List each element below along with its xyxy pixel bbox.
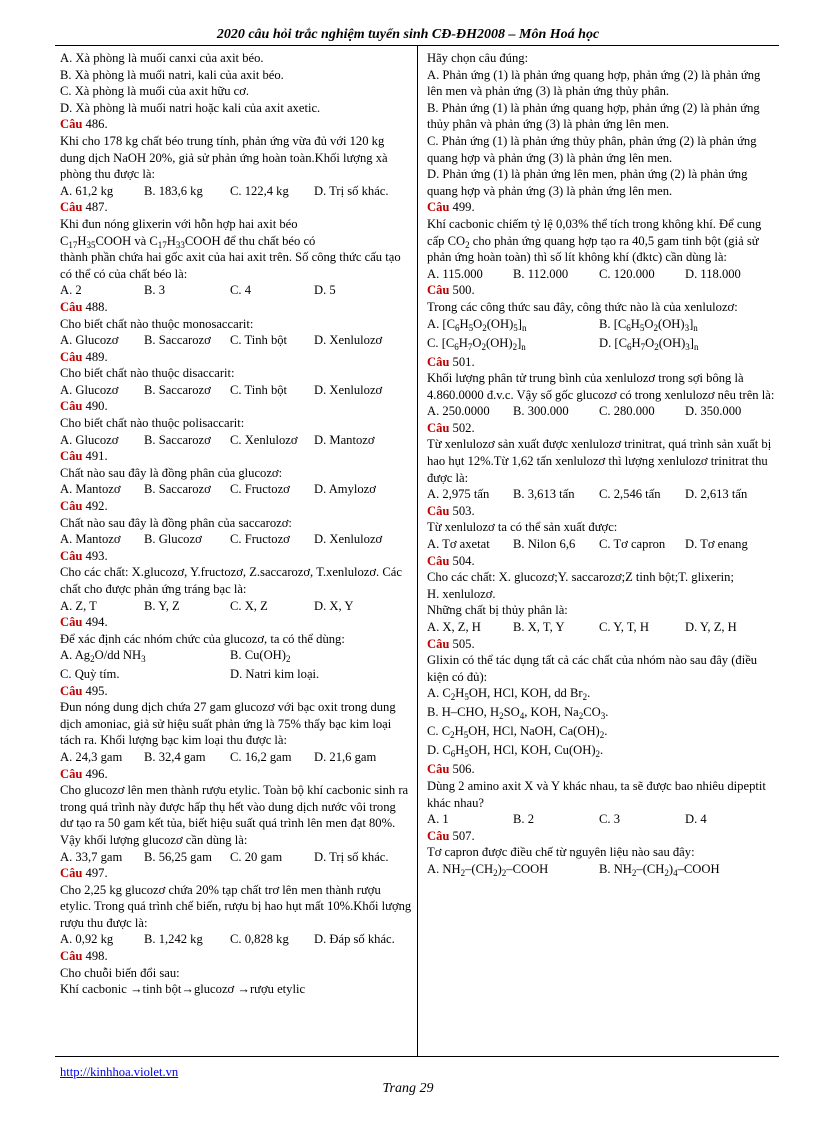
question-label: Câu 487. [60, 200, 108, 215]
answer-options [60, 282, 412, 299]
option-line: A. Xà phòng là muối canxi của axit béo. [60, 51, 264, 65]
answer-options [60, 382, 412, 399]
option-b: B. 1,242 kg [144, 932, 203, 947]
option-b: B. $NH_2-(CH_2)_4$–COOH [599, 861, 720, 878]
option-b: B. Phản ứng (1) là phản ứng quang hợp, phản ứng (2) là phản ứng thủy phân và phản ứng (3) là phản ứng lên men. [427, 100, 760, 132]
option-a: A. 2,975 tấn [427, 487, 490, 502]
option-c: C. Xenlulozơ [230, 432, 298, 447]
question-text: Chất nào sau đây là đồng phân của glucozơ: [60, 465, 283, 480]
option-b: B. 300.000 [513, 404, 569, 419]
question-text: Glixin có thể tác dụng tất cả các chất của nhóm nào sau đây (điều kiện có đủ): [427, 653, 758, 684]
option-c: C. Fructozơ [230, 532, 290, 547]
option-a: A. $NH_2-(CH_2)_2$–COOH [427, 861, 549, 878]
question-text: H. xenlulozơ. [427, 586, 496, 601]
answer-options [427, 403, 777, 420]
option-c: C. X, Z [230, 598, 268, 613]
question-label: Câu 493. [60, 548, 108, 563]
question-label: Câu 497. [60, 866, 108, 881]
option-b: B. 3 [144, 283, 165, 298]
option-d: D. Trị số khác. [314, 849, 389, 864]
question-text: Từ xenlulozơ ta có thể sản xuất được: [427, 520, 618, 535]
option-d: D. Xenlulozơ [314, 532, 383, 547]
footer-link[interactable]: http://kinhhoa.violet.vn [60, 1065, 179, 1079]
option-a: A. Mantozơ [60, 532, 121, 547]
question-label: Câu 501. [427, 354, 475, 369]
question-label: Câu 504. [427, 553, 475, 568]
formula-line: $C_{17}H_{35}COOH$ và $C_{17}H_{33}COOH$ để thu chất béo có [60, 233, 316, 250]
question-label: Câu 505. [427, 636, 475, 651]
option-b: B. 32,4 gam [144, 749, 206, 764]
option-line: C. Xà phòng là muối của axit hữu cơ. [60, 84, 250, 99]
question-text: Dùng 2 amino axit X và Y khác nhau, ta sẽ được bao nhiêu dipeptit khác nhau? [427, 778, 766, 810]
answer-options [427, 861, 777, 880]
question-text: Tơ capron được điều chế từ nguyên liệu nào sau đây: [427, 845, 695, 860]
option-c: C. 3 [599, 812, 620, 827]
page-number: Trang 29 [382, 1081, 434, 1096]
option-d: D. 350.000 [685, 404, 742, 419]
option-d: D. $C_6H_5OH$, HCl, KOH, $Cu(OH)_2$. [427, 743, 604, 760]
question-text: Khi cho 178 kg chất béo trung tính, phản ứng vừa đủ với 120 kg dung dịch NaOH 20%, giả sử phản ứng hoàn toàn.Khối lượng xà phòng thu được là: [60, 133, 388, 182]
footer-rule [55, 1056, 779, 1057]
option-c: C. 2,546 tấn [599, 487, 661, 502]
option-a: A. 0,92 kg [60, 932, 114, 947]
answer-options [60, 481, 412, 498]
option-d: D. Xenlulozơ [314, 333, 383, 348]
question-text: Hãy chọn câu đúng: [427, 51, 529, 65]
option-b: B. Saccarozơ [144, 482, 211, 497]
question-label: Câu 496. [60, 766, 108, 781]
answer-options [60, 849, 412, 866]
option-d: D. 2,613 tấn [685, 487, 748, 502]
option-d: D. 118.000 [685, 266, 741, 281]
answer-options [427, 486, 777, 503]
option-c: C. 16,2 gam [230, 749, 292, 764]
reaction-chain: Khí cacbonic →tinh bột→glucozơ →rượu etylic [60, 982, 306, 997]
option-b: B. 3,613 tấn [513, 487, 575, 502]
question-text: Trong các công thức sau đây, công thức nào là của xenlulozơ: [427, 299, 738, 314]
answer-options [60, 647, 412, 664]
option-line: B. Xà phòng là muối natri, kali của axit béo. [60, 67, 284, 82]
answer-options [60, 183, 412, 200]
option-a: A. Glucozơ [60, 382, 119, 397]
answer-options [60, 598, 412, 615]
answer-options [60, 666, 412, 683]
option-c: C. 0,828 kg [230, 932, 289, 947]
option-c: C. Phản ứng (1) là phản ứng thủy phân, phản ứng (2) là phản ứng quang hợp và phản ứng (3) là phản ứng lên men. [427, 133, 757, 165]
option-line: D. Xà phòng là muối natri hoặc kali của axit axetic. [60, 100, 321, 115]
option-c: C. 20 gam [230, 849, 283, 864]
question-label: Câu 488. [60, 299, 108, 314]
page-header: 2020 câu hỏi trắc nghiệm tuyển sinh CĐ-ĐH2008 – Môn Hoá học [216, 27, 600, 42]
option-c: C. $[C_6H_7O_2(OH)_2]_n$ [427, 335, 526, 352]
question-label: Câu 491. [60, 449, 108, 464]
option-c: C. Tinh bột [230, 333, 288, 348]
option-a: A. 33,7 gam [60, 849, 123, 864]
option-d: D. $[C_6H_7O_2(OH)_3]_n$ [599, 335, 699, 352]
option-a: A. 1 [427, 812, 449, 827]
option-a: A. 2 [60, 283, 82, 298]
answer-options [427, 266, 777, 283]
option-b: B. $Cu(OH)_2$ [230, 648, 291, 665]
question-label: Câu 503. [427, 503, 475, 518]
right-column [427, 50, 777, 880]
option-a: A. Mantozơ [60, 482, 121, 497]
question-text: Cho biết chất nào thuộc polisaccarit: [60, 416, 245, 431]
question-label: Câu 486. [60, 117, 108, 132]
answer-options [427, 811, 777, 828]
option-b: B. 112.000 [513, 266, 569, 281]
option-c: C. Tinh bột [230, 382, 288, 397]
question-text: Cho các chất: X. glucozơ;Y. saccarozơ;Z tinh bột;T. glixerin; [427, 570, 734, 585]
arrow-icon: → [129, 982, 143, 997]
option-d: D. Trị số khác. [314, 183, 389, 198]
arrow-icon: → [181, 982, 194, 997]
question-text: Từ xenlulozơ sản xuất được xenlulozơ trinitrat, quá trình sản xuất bị hao hụt 12%.Từ 1,62 tấn xenlulozơ thì lượng xenlulozơ trinitrat thu được là: [427, 437, 772, 485]
option-d: D. 21,6 gam [314, 749, 377, 764]
option-d: D. Y, Z, H [685, 620, 737, 634]
question-text: Chất nào sau đây là đồng phân của saccarozơ: [60, 515, 292, 530]
option-a: A. 24,3 gam [60, 749, 123, 764]
option-d: D. X, Y [314, 598, 354, 613]
answer-options [60, 749, 412, 766]
option-a: A. $[C_6H_5O_2(OH)_5]_n$ [427, 316, 527, 333]
option-a: A. 115.000 [427, 266, 483, 281]
option-d: D. 4 [685, 812, 707, 827]
question-label: Câu 502. [427, 420, 475, 435]
answer-options [427, 316, 777, 335]
question-text: Đun nóng dung dịch chứa 27 gam glucozơ với bạc oxit trong dung dịch amoniac, giả sử hiệu suất phản ứng là 75% thấy bạc kim loại tách ra. Khối lượng bạc kim loại thu được là: [60, 700, 396, 748]
option-a: A. 250.0000 [427, 404, 490, 419]
answer-options [427, 536, 777, 553]
question-label: Câu 506. [427, 762, 475, 777]
question-label: Câu 495. [60, 683, 108, 698]
option-a: A. Glucozơ [60, 333, 119, 348]
answer-options [60, 432, 412, 449]
question-text: Những chất bị thủy phân là: [427, 603, 568, 618]
option-c: C. Quỳ tím. [60, 666, 120, 681]
option-a: A. Glucozơ [60, 432, 119, 447]
question-label: Câu 507. [427, 828, 475, 843]
question-text: Cho 2,25 kg glucozơ chứa 20% tạp chất trơ lên men thành rượu etylic. Trong quá trình chế biến, rượu bị hao hụt mất 10%.Khối lượng rượu thu được là: [60, 882, 412, 930]
option-d: D. Đáp số khác. [314, 932, 395, 947]
question-text: Khối lượng phân tử trung bình của xenlulozơ trong sợi bông là 4.860.0000 đ.v.c. Vậy số gốc glucozơ có trong xenlulozơ nêu trên là: [427, 371, 775, 402]
question-text: Khí cacbonic chiếm tỷ lệ 0,03% thể tích trong không khí. Để cung cấp $CO_2$ cho phản ứng quang hợp tạo ra 40,5 gam tinh bột (giả sử phản ứng hoàn toàn) thì số lít không khí (đktc) cần dùng là: [427, 216, 762, 265]
option-c: C. Tơ capron [599, 537, 666, 552]
option-a: A. Phản ứng (1) là phản ứng quang hợp, phản ứng (2) là phản ứng lên men và phản ứng (3) là phản ứng thủy phân. [427, 67, 761, 99]
option-d: D. 5 [314, 283, 336, 298]
arrow-icon: → [237, 982, 250, 997]
option-d: D. Xenlulozơ [314, 382, 383, 397]
question-label: Câu 489. [60, 349, 108, 364]
option-d: D. Tơ enang [685, 537, 748, 552]
question-text: Cho chuỗi biến đổi sau: [60, 965, 180, 980]
answer-options [60, 531, 412, 548]
option-c: C. 120.000 [599, 266, 655, 281]
option-d: D. Mantozơ [314, 432, 375, 447]
option-a: A. X, Z, H [427, 620, 481, 634]
option-a: A. Tơ axetat [427, 537, 490, 552]
question-label: Câu 490. [60, 399, 108, 414]
option-c: C. 4 [230, 283, 251, 298]
option-b: B. 183,6 kg [144, 183, 203, 198]
option-a: A. Z, T [60, 598, 97, 613]
option-b: B. 2 [513, 812, 534, 827]
question-text: Cho biết chất nào thuộc monosaccarit: [60, 316, 254, 331]
option-d: D. Amylozơ [314, 482, 376, 497]
option-b: B. Saccarozơ [144, 382, 211, 397]
question-label: Câu 498. [60, 949, 108, 964]
column-separator [417, 46, 418, 1056]
option-b: B. H–CHO, $H_2SO_4$, KOH, $Na_2CO_3$. [427, 705, 609, 722]
question-label: Câu 492. [60, 499, 108, 514]
left-column [60, 50, 412, 998]
question-text: Khi đun nóng glixerin với hỗn hợp hai axit béo [60, 216, 298, 231]
option-b: B. Nilon 6,6 [513, 537, 576, 552]
option-a: A. 61,2 kg [60, 183, 114, 198]
option-b: B. Glucozơ [144, 532, 202, 547]
option-a: A. $C_2H_5OH$, HCl, KOH, dd $Br_2$. [427, 686, 591, 703]
question-label: Câu 499. [427, 200, 475, 215]
question-label: Câu 494. [60, 615, 108, 630]
option-b: B. Y, Z [144, 598, 180, 613]
option-a: A. $Ag_2O/dd$ $NH_3$ [60, 648, 146, 665]
question-text: Cho glucozơ lên men thành rượu etylic. Toàn bộ khí cacbonic sinh ra trong quá trình này được hấp thụ hết vào dung dịch nước vôi trong dư tạo ra 50 gam kết tủa, biết hiệu suất quá trình lên men đạt 80%. Vậy khối lượng glucozơ cần dùng là: [60, 783, 409, 847]
answer-options [427, 335, 777, 354]
option-b: B. X, T, Y [513, 620, 565, 634]
answer-options [427, 619, 777, 636]
option-b: B. $[C_6H_5O_2(OH)_3]_n$ [599, 316, 698, 333]
option-b: B. Saccarozơ [144, 432, 211, 447]
option-c: C. Fructozơ [230, 482, 290, 497]
option-d: D. Phản ứng (1) là phản ứng lên men, phản ứng (2) là phản ứng quang hợp và phản ứng (3) là phản ứng lên men. [427, 167, 748, 198]
option-b: B. 56,25 gam [144, 849, 212, 864]
question-text: Cho biết chất nào thuộc disaccarit: [60, 366, 235, 381]
answer-options [60, 332, 412, 349]
question-text: Để xác định các nhóm chức của glucozơ, ta có thể dùng: [60, 631, 345, 646]
option-b: B. Saccarozơ [144, 333, 211, 348]
question-text: Cho các chất: X.glucozơ, Y.fructozơ, Z.saccarozơ, T.xenlulozơ. Các chất cho được phản ứng tráng bạc là: [60, 565, 402, 596]
question-label: Câu 500. [427, 283, 475, 298]
question-text: thành phần chứa hai gốc axit của hai axit trên. Số công thức cấu tạo có thể có của chất béo là: [60, 250, 401, 281]
option-c: C. 280.000 [599, 404, 655, 419]
option-d: D. Natri kim loại. [230, 666, 320, 681]
option-c: C. Y, T, H [599, 620, 649, 634]
answer-options [60, 931, 412, 948]
option-c: C. $C_2H_5OH$, HCl, NaOH, $Ca(OH)_2$. [427, 724, 608, 741]
option-c: C. 122,4 kg [230, 183, 289, 198]
